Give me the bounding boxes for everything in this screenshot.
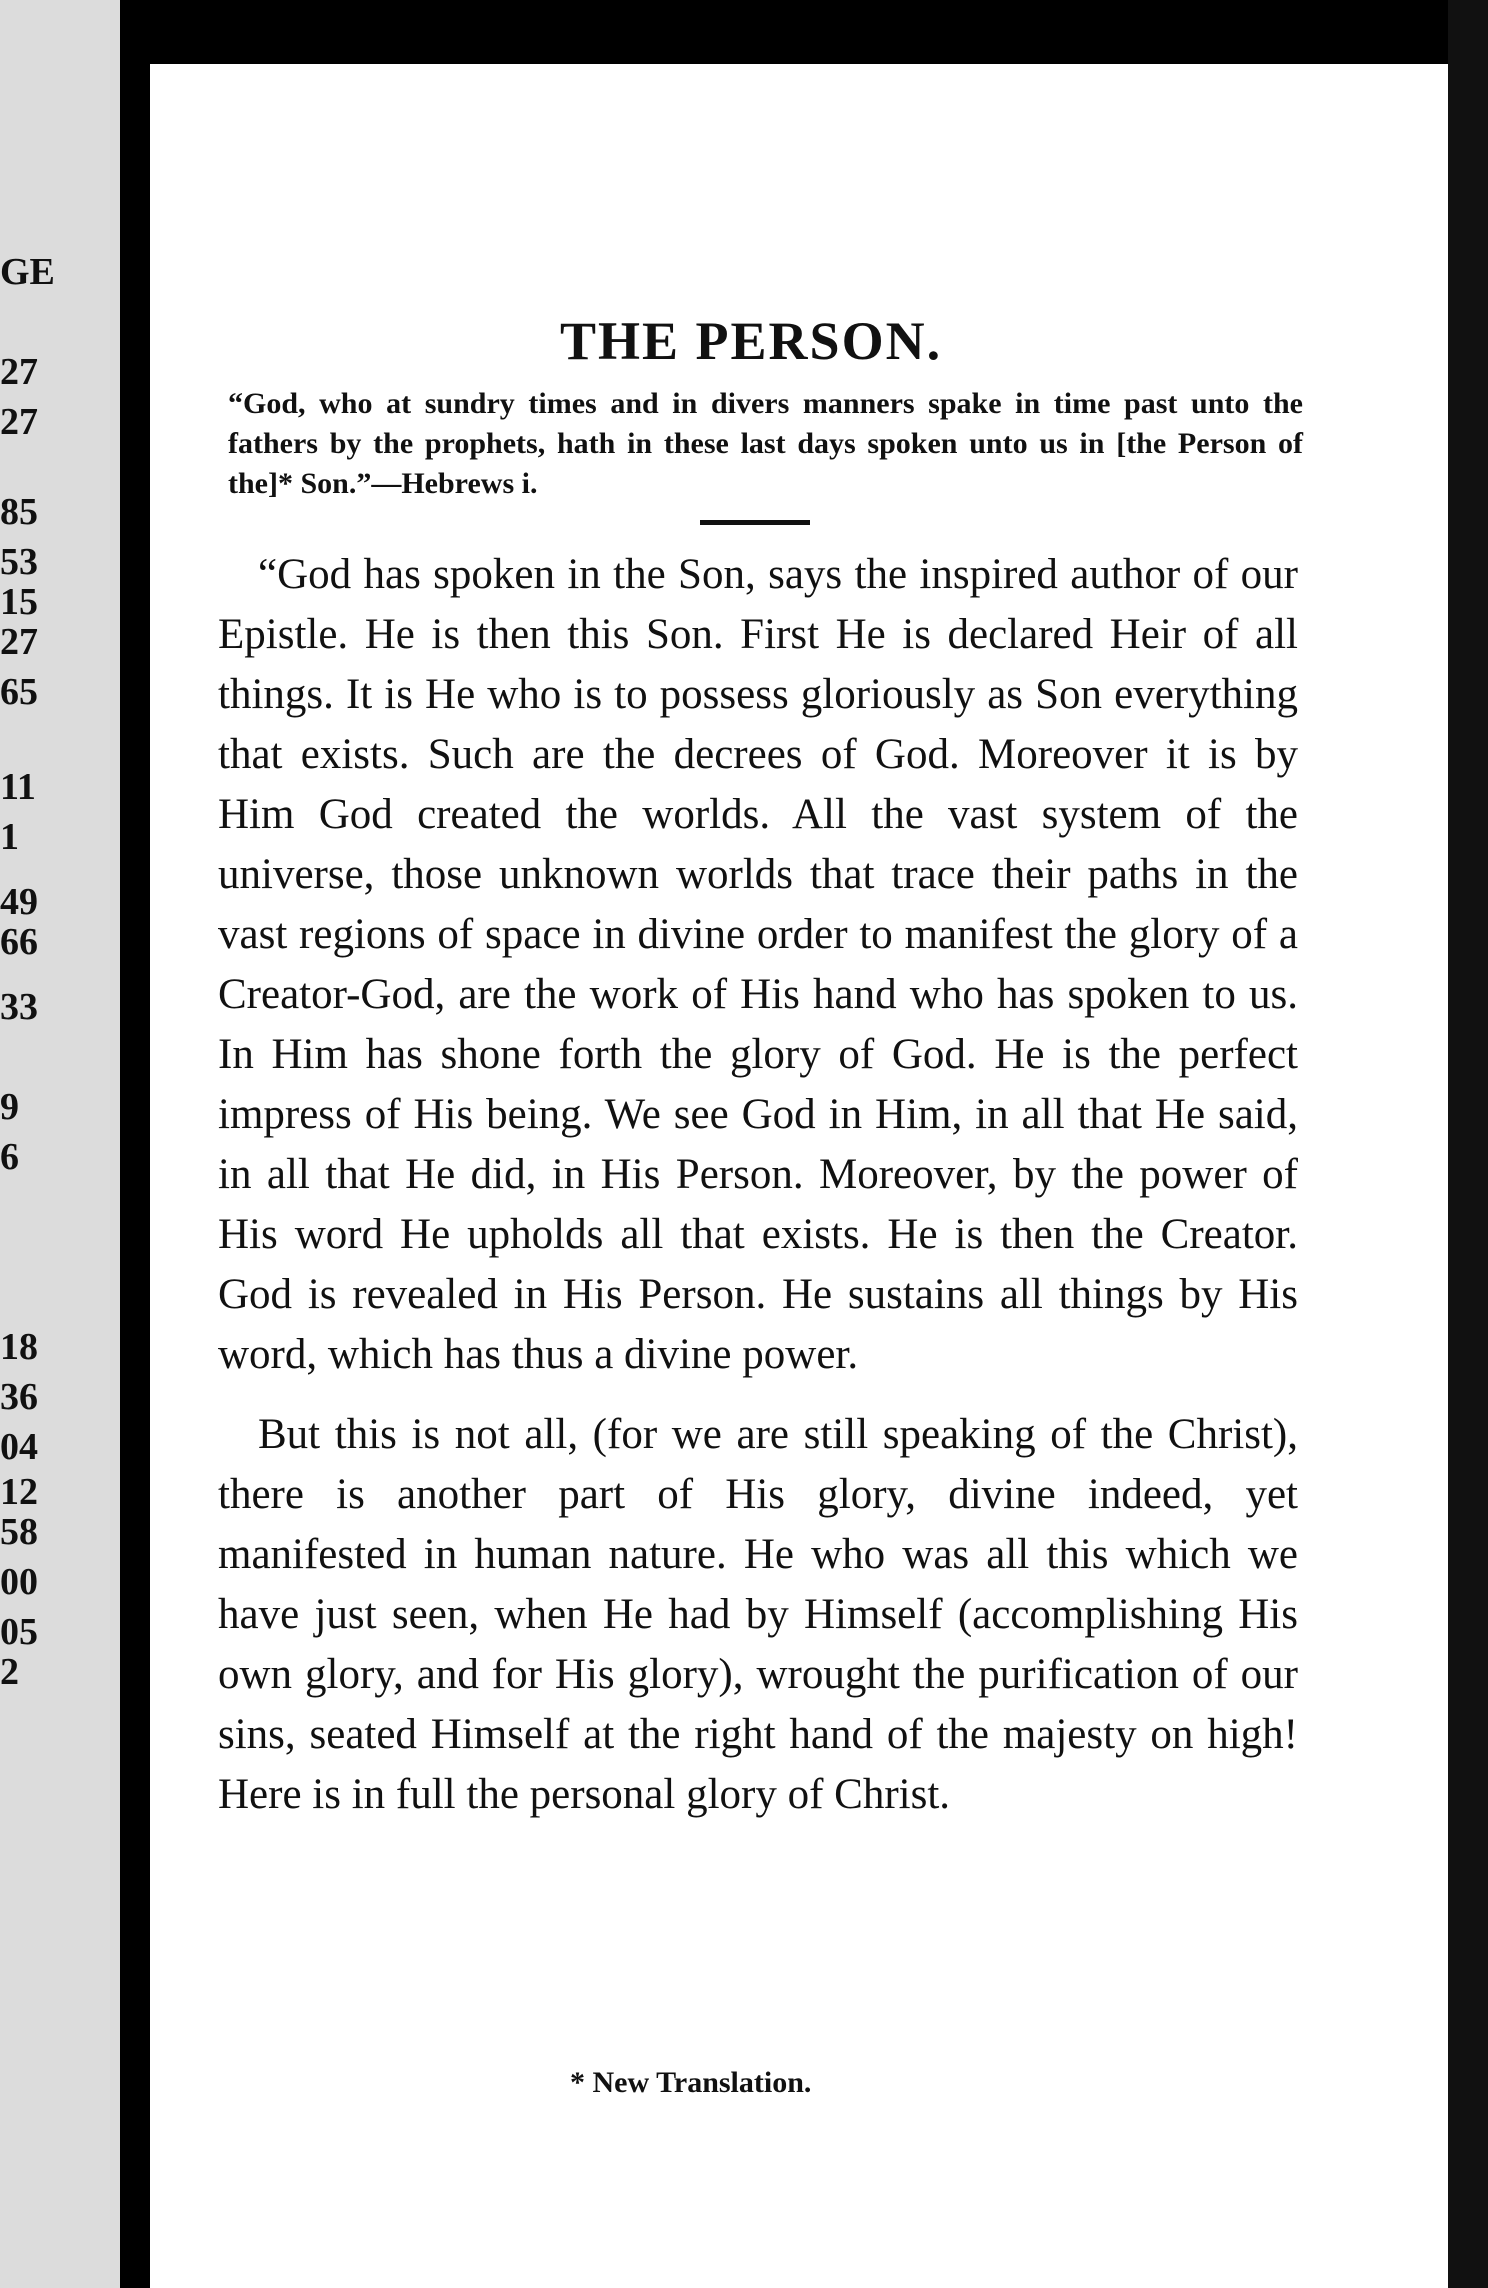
margin-number: GE xyxy=(0,251,55,293)
margin-number: 18 xyxy=(0,1326,38,1368)
margin-number: 11 xyxy=(0,766,36,808)
page-binding-edge xyxy=(1448,0,1488,2288)
margin-number: 27 xyxy=(0,351,38,393)
paragraph: “God has spoken in the Son, says the inspired author of our Epistle. He is then this Son. First He is declared Heir of all things. It is He who is to possess gloriously as Son everything that exists. Such are the decrees of God. Moreover it is by Him God created the worlds. All the vast system of the universe, those unknown worlds that trace their paths in the vast regions of space in divine order to manifest the glory of a Creator-God, are the work of His hand who has spoken to us. In Him has shone forth the glory of God. He is the perfect impress of His being. We see God in Him, in all that He said, in all that He did, in His Person. Moreover, by the power of His word He upholds all that exists. He is then the Creator. God is revealed in His Person. He sustains all things by His word, which has thus a divine power. xyxy=(218,551,1298,1378)
margin-number: 2 xyxy=(0,1651,19,1693)
margin-number: 1 xyxy=(0,816,19,858)
margin-number: 58 xyxy=(0,1511,38,1553)
margin-number: 65 xyxy=(0,671,38,713)
margin-number: 9 xyxy=(0,1086,19,1128)
margin-number: 36 xyxy=(0,1376,38,1418)
margin-number: 6 xyxy=(0,1136,19,1178)
body-text xyxy=(218,545,1298,1845)
margin-number: 27 xyxy=(0,401,38,443)
margin-number: 04 xyxy=(0,1426,38,1468)
footnote: * New Translation. xyxy=(570,2066,812,2099)
margin-number: 66 xyxy=(0,921,38,963)
margin-number: 53 xyxy=(0,541,38,583)
margin-number: 00 xyxy=(0,1561,38,1603)
margin-number: 85 xyxy=(0,491,38,533)
paragraph: But this is not all, (for we are still speaking of the Christ), there is another part of His glory, divine indeed, yet manifested in human nature. He who was all this which we have just seen, when He had by Himself (accomplishing His own glory, and for His glory), wrought the purification of our sins, seated Himself at the right hand of the majesty on high! Here is in full the personal glory of Christ. xyxy=(218,1411,1298,1818)
margin-number: 49 xyxy=(0,881,38,923)
margin-number: 33 xyxy=(0,986,38,1028)
margin-number: 12 xyxy=(0,1471,38,1513)
margin-number: 15 xyxy=(0,581,38,623)
epigraph: “God, who at sundry times and in divers manners spake in time past unto the fathers by the prophets, hath in these last days spoken unto us in [the Person of the]* Son.”—Hebrews i. xyxy=(228,387,1303,500)
divider-rule xyxy=(700,520,810,525)
previous-page-numbers xyxy=(0,230,60,1730)
margin-number: 05 xyxy=(0,1611,38,1653)
page-title: THE PERSON. xyxy=(560,311,943,371)
margin-number: 27 xyxy=(0,621,38,663)
